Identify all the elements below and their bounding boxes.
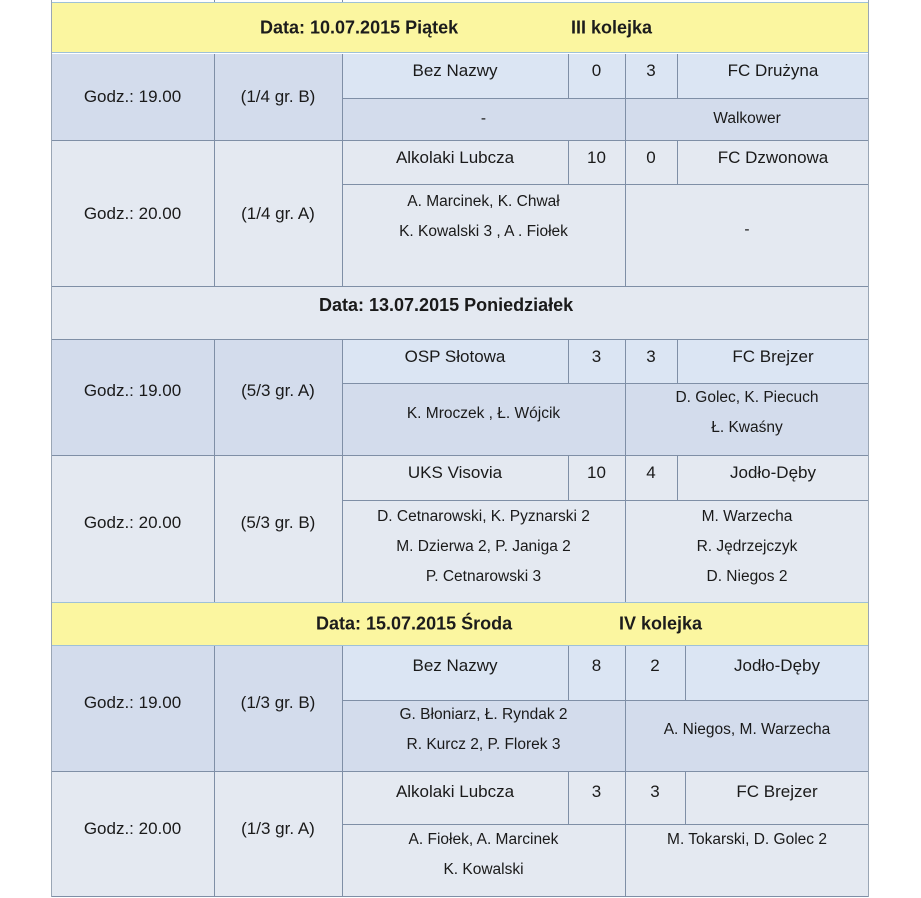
home-team: UKS Visovia	[407, 463, 503, 482]
match-time: Godz.: 20.00	[83, 819, 182, 838]
scorer-line: Ł. Kwaśny	[711, 419, 783, 436]
scorer-line: P. Cetnarowski 3	[425, 568, 542, 585]
match-row-5	[51, 646, 869, 771]
scorer-line: D. Cetnarowski, K. Pyznarski 2	[377, 508, 590, 525]
match-time: Godz.: 19.00	[83, 693, 182, 712]
away-scorers	[625, 184, 869, 276]
away-scorers	[625, 383, 869, 455]
home-scorers	[342, 500, 625, 602]
match-time: Godz.: 19.00	[83, 381, 182, 400]
date-label: Data: 13.07.2015 Poniedziałek	[319, 295, 574, 315]
date-row-3	[51, 602, 869, 646]
away-team: FC Brejzer	[736, 782, 818, 801]
scorer-line: R. Jędrzejczyk	[696, 538, 798, 555]
home-scorers	[342, 98, 625, 140]
home-scorers	[342, 383, 625, 445]
home-team: Bez Nazwy	[342, 646, 568, 700]
match-group: (5/3 gr. B)	[240, 513, 316, 532]
home-team: Alkolaki Lubcza	[395, 782, 515, 801]
date-row-1	[51, 2, 869, 53]
date-label: Data: 15.07.2015 Środa	[316, 613, 513, 634]
date-label: Data: 10.07.2015 Piątek	[260, 17, 459, 37]
match-group: (1/4 gr. B)	[240, 87, 316, 106]
scorer-line: K. Mroczek , Ł. Wójcik	[406, 405, 561, 422]
match-group: (1/3 gr. A)	[241, 819, 315, 838]
scorer-line: K. Kowalski 3 , A . Fiołek	[399, 223, 568, 240]
away-score: 3	[625, 340, 677, 383]
away-scorers	[625, 700, 869, 760]
away-team: FC Dzwonowa	[717, 148, 829, 167]
match-time: Godz.: 19.00	[83, 87, 182, 106]
home-score: 10	[587, 463, 606, 482]
away-scorers	[625, 824, 869, 896]
away-score: 4	[646, 463, 656, 482]
away-team: FC Drużyna	[677, 54, 869, 98]
home-score: 8	[568, 646, 625, 700]
match-row-4	[51, 456, 869, 602]
date-row-2	[51, 287, 869, 339]
scorer-line: M. Warzecha	[701, 508, 793, 525]
home-score: 10	[587, 148, 606, 167]
match-row-6	[51, 772, 869, 896]
scorer-line: D. Niegos 2	[706, 568, 788, 585]
scorer-line: D. Golec, K. Piecuch	[675, 389, 819, 406]
home-scorers	[342, 824, 625, 896]
scorer-line: R. Kurcz 2, P. Florek 3	[406, 736, 561, 753]
home-score: 3	[591, 782, 602, 801]
home-score: 0	[568, 54, 625, 98]
scorer-line: M. Dzierwa 2, P. Janiga 2	[396, 538, 571, 555]
match-group: (1/3 gr. B)	[240, 693, 316, 712]
away-team: Jodło-Dęby	[730, 463, 816, 482]
scorer-line: G. Błoniarz, Ł. Ryndak 2	[399, 706, 568, 723]
away-score: 2	[625, 646, 685, 700]
match-row-3	[51, 340, 869, 455]
scorer-line: -	[744, 221, 750, 238]
home-team: Alkolaki Lubcza	[395, 148, 515, 167]
away-team: FC Brejzer	[677, 340, 869, 383]
schedule-sheet	[51, 0, 869, 897]
home-scorers	[342, 700, 625, 771]
round-label: IV kolejka	[619, 613, 703, 634]
match-row-1	[51, 54, 869, 140]
away-score: 0	[646, 148, 656, 167]
scorer-line: A. Marcinek, K. Chwał	[407, 193, 560, 210]
scorer-line: -	[480, 110, 487, 127]
home-team: Bez Nazwy	[342, 54, 568, 98]
match-time: Godz.: 20.00	[83, 203, 182, 223]
away-score: 3	[625, 54, 677, 98]
scorer-line: K. Kowalski	[443, 861, 524, 878]
match-group: (1/4 gr. A)	[241, 203, 315, 223]
match-time: Godz.: 20.00	[83, 513, 182, 532]
match-group: (5/3 gr. A)	[241, 381, 315, 400]
scorer-line: A. Niegos, M. Warzecha	[663, 721, 831, 738]
away-team: Jodło-Dęby	[685, 646, 869, 700]
scorer-line: A. Fiołek, A. Marcinek	[408, 831, 559, 848]
match-row-2	[51, 141, 869, 286]
away-score: 3	[650, 782, 660, 801]
scorer-line: Walkower	[713, 110, 781, 127]
away-scorers	[625, 500, 869, 602]
scorer-line: M. Tokarski, D. Golec 2	[667, 831, 827, 848]
round-label: III kolejka	[571, 17, 653, 37]
home-scorers	[342, 184, 625, 286]
home-score: 3	[568, 340, 625, 383]
home-team: OSP Słotowa	[342, 340, 568, 383]
away-scorers	[625, 98, 869, 140]
